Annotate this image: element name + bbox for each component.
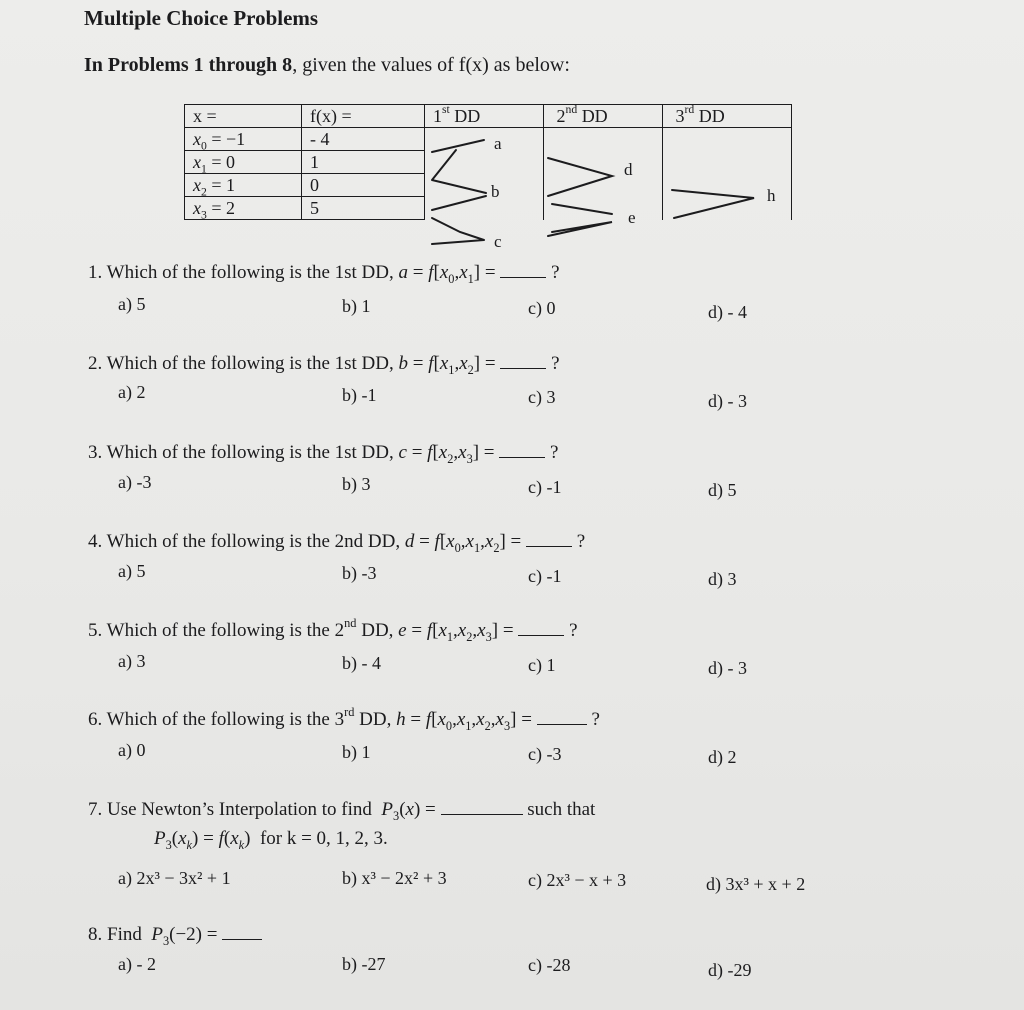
q7-option-d[interactable]: d) 3x³ + x + 2 <box>706 874 806 894</box>
header-second-dd: 2nd DD <box>544 105 663 128</box>
q1-option-c[interactable]: c) 0 <box>528 298 556 318</box>
cell-f2: 0 <box>302 174 425 197</box>
q6-option-a[interactable]: a) 0 <box>118 740 146 760</box>
q1-option-b[interactable]: b) 1 <box>342 296 371 316</box>
q4-option-d[interactable]: d) 3 <box>708 569 737 589</box>
question-3: 3. Which of the following is the 1st DD, $c = f[x_2,x_3]$ = ? <box>88 438 558 464</box>
header-x: x = <box>185 105 302 128</box>
q4-option-b[interactable]: b) -3 <box>342 563 377 583</box>
q2-option-d[interactable]: d) - 3 <box>708 391 747 411</box>
question-6: 6. Which of the following is the 3rd DD, $h = f[x_0,x_1,x_2,x_3]$ = ? <box>88 705 600 733</box>
q4-option-a[interactable]: a) 5 <box>118 561 146 581</box>
cell-x1: $x_1 = 0$ <box>185 151 302 174</box>
q5-option-b[interactable]: b) - 4 <box>342 653 381 673</box>
q2-option-a[interactable]: a) 2 <box>118 382 146 402</box>
intro-bold: In Problems 1 through 8 <box>84 54 293 76</box>
q8-option-a[interactable]: a) - 2 <box>118 954 156 974</box>
cell-x2: $x_2 = 1$ <box>185 174 302 197</box>
q5-option-a[interactable]: a) 3 <box>118 651 146 671</box>
q1-option-d[interactable]: d) - 4 <box>708 302 747 322</box>
question-8: 8. Find $P_3(-2)$ = <box>88 920 262 946</box>
q6-option-c[interactable]: c) -3 <box>528 744 562 764</box>
q8-option-d[interactable]: d) -29 <box>708 960 752 980</box>
label-h: h <box>767 186 776 205</box>
q5-option-d[interactable]: d) - 3 <box>708 658 747 678</box>
q2-option-c[interactable]: c) 3 <box>528 387 556 407</box>
q7-option-b[interactable]: b) x³ − 2x² + 3 <box>342 868 447 888</box>
q3-option-a[interactable]: a) -3 <box>118 472 152 492</box>
intro-rest: , given the values of f(x) as below: <box>292 54 570 76</box>
q2-option-b[interactable]: b) -1 <box>342 385 377 405</box>
label-c: c <box>494 232 502 251</box>
cell-x0: $x_0 = -1$ <box>185 128 302 151</box>
cell-x3: $x_3 = 2$ <box>185 197 302 220</box>
q7-option-c[interactable]: c) 2x³ − x + 3 <box>528 870 627 890</box>
q6-option-b[interactable]: b) 1 <box>342 742 371 762</box>
question-1: 1. Which of the following is the 1st DD, $a = f[x_0,x_1]$ = ? <box>88 258 560 284</box>
question-5: 5. Which of the following is the 2nd DD, $e = f[x_1,x_2,x_3]$ = ? <box>88 616 578 644</box>
q6-option-d[interactable]: d) 2 <box>708 747 737 767</box>
q7-option-a[interactable]: a) 2x³ − 3x² + 1 <box>118 868 231 888</box>
q3-option-b[interactable]: b) 3 <box>342 474 371 494</box>
label-a: a <box>494 134 502 153</box>
q5-option-c[interactable]: c) 1 <box>528 655 556 675</box>
cell-f3: 5 <box>302 197 425 220</box>
question-7: 7. Use Newton’s Interpolation to find $P_3(x)$ = such that <box>88 795 595 821</box>
cell-f0: - 4 <box>302 128 425 151</box>
header-fx: f(x) = <box>302 105 425 128</box>
header-first-dd: 1st DD <box>425 105 544 128</box>
header-third-dd: 3rd DD <box>663 105 792 128</box>
q1-option-a[interactable]: a) 5 <box>118 294 146 314</box>
question-4: 4. Which of the following is the 2nd DD, $d = f[x_0,x_1,x_2]$ = ? <box>88 527 585 553</box>
question-7-condition: $P_3(x_k) = f(x_k)$ for k = 0, 1, 2, 3. <box>154 828 388 852</box>
page-title: Multiple Choice Problems <box>84 6 319 30</box>
cell-f1: 1 <box>302 151 425 174</box>
q8-option-c[interactable]: c) -28 <box>528 955 571 975</box>
q8-option-b[interactable]: b) -27 <box>342 954 386 974</box>
label-e: e <box>628 208 636 227</box>
label-d: d <box>624 160 633 179</box>
q4-option-c[interactable]: c) -1 <box>528 566 562 586</box>
q3-option-d[interactable]: d) 5 <box>708 480 737 500</box>
q3-option-c[interactable]: c) -1 <box>528 477 562 497</box>
question-2: 2. Which of the following is the 1st DD, $b = f[x_1,x_2]$ = ? <box>88 349 560 375</box>
label-b: b <box>491 182 500 201</box>
